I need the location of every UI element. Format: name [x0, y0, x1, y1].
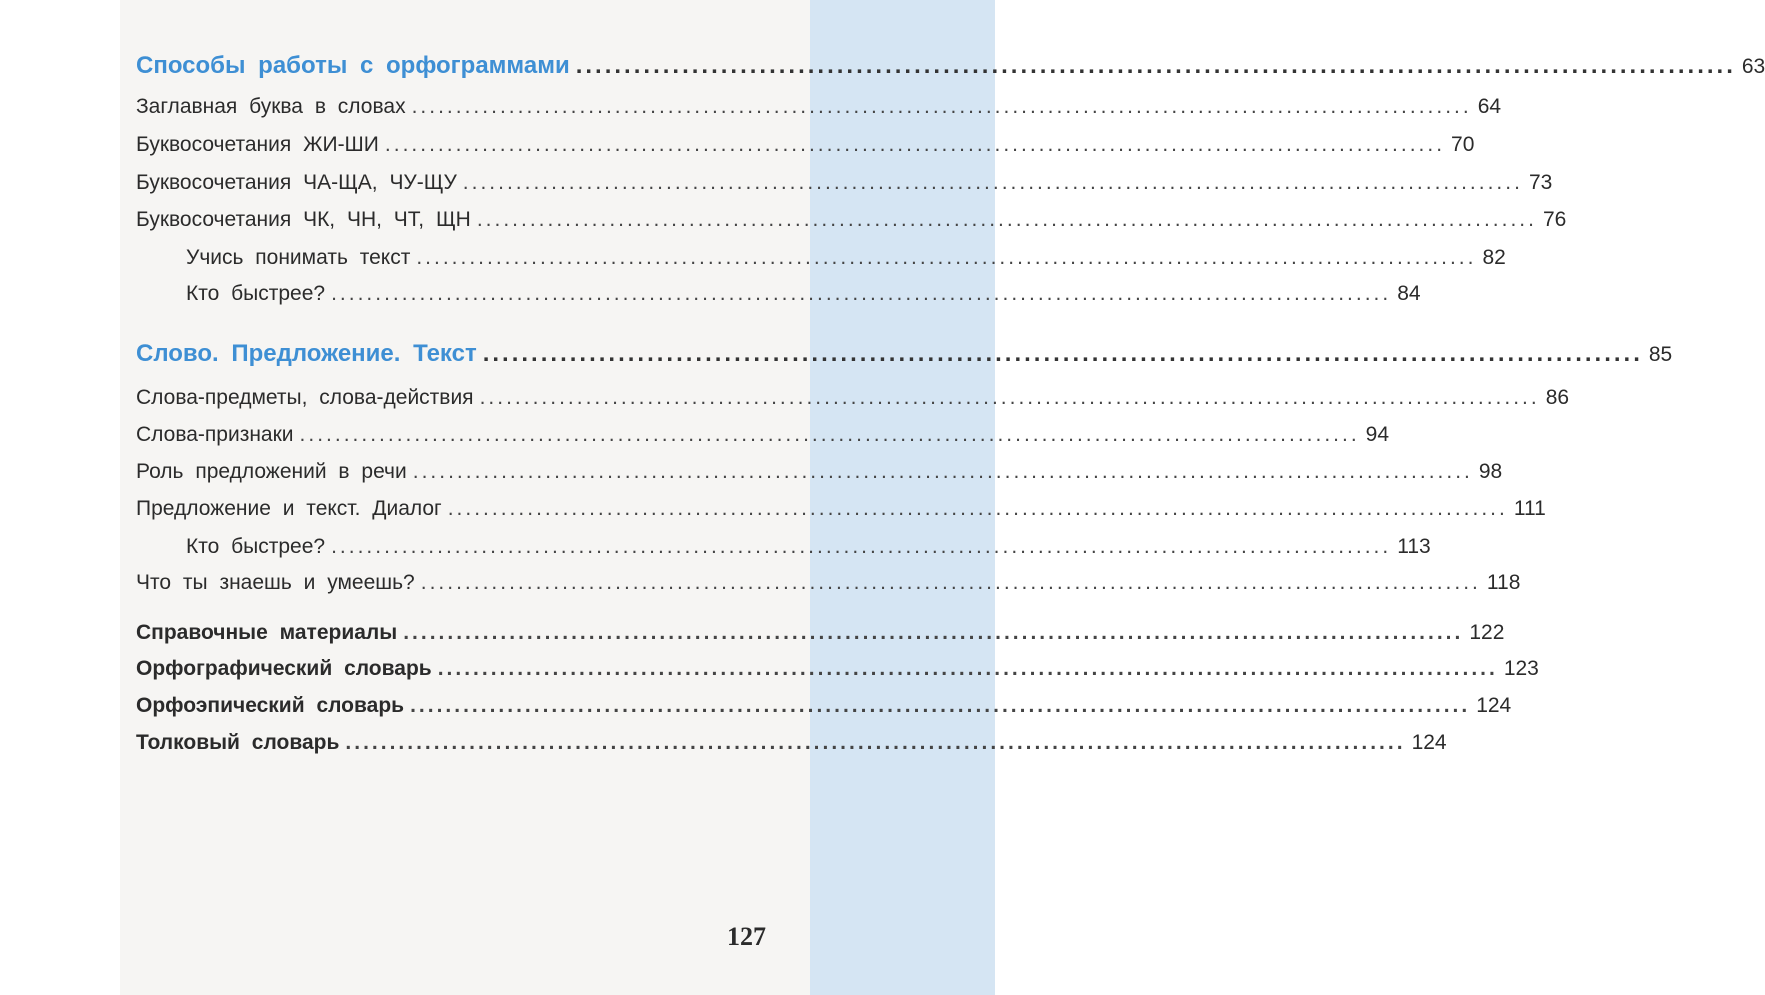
toc-entry-title: Роль предложений в речи [136, 460, 407, 483]
toc-entry [136, 244, 1506, 272]
leader-dots: ........................................................................................................................ [331, 535, 1392, 558]
toc-entry-page: 86 [1545, 386, 1570, 409]
leader-dots: ........................................................................................................................ [345, 731, 1406, 754]
toc-entry [136, 280, 1421, 308]
toc-entry-page: 85 [1648, 343, 1673, 366]
toc-entry [136, 52, 1765, 81]
leader-dots: ........................................................................................................................ [410, 694, 1471, 717]
toc-entry-title: Буквосочетания ЖИ-ШИ [136, 133, 379, 156]
toc-entry-title: Слова-предметы, слова-действия [136, 386, 474, 409]
leader-dots: ........................................................................................................................ [411, 95, 1472, 118]
toc-entry-title: Что ты знаешь и умеешь? [136, 571, 415, 594]
toc-entry [136, 729, 1447, 757]
toc-entry-page: 63 [1741, 55, 1765, 78]
toc-entry-page: 111 [1513, 497, 1546, 520]
toc-entry-title: Буквосочетания ЧА-ЩА, ЧУ-ЩУ [136, 171, 457, 194]
toc-entry [136, 619, 1505, 647]
toc-entry-page: 84 [1397, 282, 1421, 305]
toc-entry [136, 93, 1502, 121]
toc-entry-page: 82 [1482, 246, 1506, 269]
toc-entry-title: Слово. Предложение. Текст [136, 340, 477, 367]
toc-entry-title: Орфографический словарь [136, 657, 432, 680]
toc-entry-title: Толковый словарь [136, 731, 340, 754]
toc-entry-page: 76 [1542, 208, 1567, 231]
toc-entry [136, 384, 1570, 412]
toc-entry [136, 206, 1567, 234]
toc-entry-page: 94 [1365, 423, 1390, 446]
leader-dots: ........................................................................................................................ [331, 282, 1392, 305]
toc-entry [136, 421, 1390, 449]
toc-entry-page: 98 [1478, 460, 1503, 483]
toc-entry-title: Орфоэпический словарь [136, 694, 405, 717]
leader-dots: ........................................................................................................................ [476, 208, 1537, 231]
leader-dots: ........................................................................................................................ [479, 386, 1540, 409]
toc-entry [136, 692, 1512, 720]
toc-entry-page: 73 [1528, 171, 1553, 194]
toc-entry [136, 655, 1539, 683]
leader-dots: ........................................................................................................................ [437, 657, 1498, 680]
leader-dots: ........................................................................................................................ [482, 340, 1643, 367]
toc-entry-title: Кто быстрее? [186, 282, 326, 305]
leader-dots: ........................................................................................................................ [384, 133, 1446, 156]
toc-entry-page: 118 [1486, 571, 1521, 594]
toc-entry-title: Способы работы с орфограммами [136, 52, 570, 79]
toc-entry [136, 169, 1553, 197]
toc-entry-page: 70 [1451, 133, 1475, 156]
leader-dots: ........................................................................................................................ [403, 621, 1464, 644]
toc-entry [136, 340, 1673, 369]
toc-entry-title: Слова-признаки [136, 423, 294, 446]
toc-entry [136, 131, 1475, 159]
toc-entry [136, 569, 1521, 597]
toc-entry-title: Учись понимать текст [186, 246, 411, 269]
leader-dots: ........................................................................................................................ [575, 52, 1736, 79]
leader-dots: ........................................................................................................................ [412, 460, 1473, 483]
toc-entry-page: 64 [1477, 95, 1502, 118]
leader-dots: ........................................................................................................................ [447, 497, 1508, 520]
leader-dots: ........................................................................................................................ [299, 423, 1360, 446]
toc-entry-title: Справочные материалы [136, 621, 398, 644]
toc-entry [136, 533, 1431, 561]
toc-entry-title: Буквосочетания ЧК, ЧН, ЧТ, ЩН [136, 208, 471, 231]
toc-entry-page: 122 [1469, 621, 1505, 644]
table-of-contents [136, 0, 1765, 995]
toc-entry-title: Заглавная буква в словах [136, 95, 406, 118]
toc-entry-page: 124 [1411, 731, 1447, 754]
toc-entry [136, 458, 1503, 486]
toc-entry [136, 495, 1546, 523]
toc-entry-title: Предложение и текст. Диалог [136, 497, 442, 520]
page-number: 127 [727, 922, 766, 951]
toc-entry-page: 124 [1476, 694, 1512, 717]
toc-entry-page: 113 [1397, 535, 1431, 558]
toc-entry-title: Кто быстрее? [186, 535, 326, 558]
leader-dots: ........................................................................................................................ [420, 571, 1481, 594]
leader-dots: ........................................................................................................................ [462, 171, 1523, 194]
toc-entry-page: 123 [1503, 657, 1539, 680]
leader-dots: ........................................................................................................................ [416, 246, 1477, 269]
